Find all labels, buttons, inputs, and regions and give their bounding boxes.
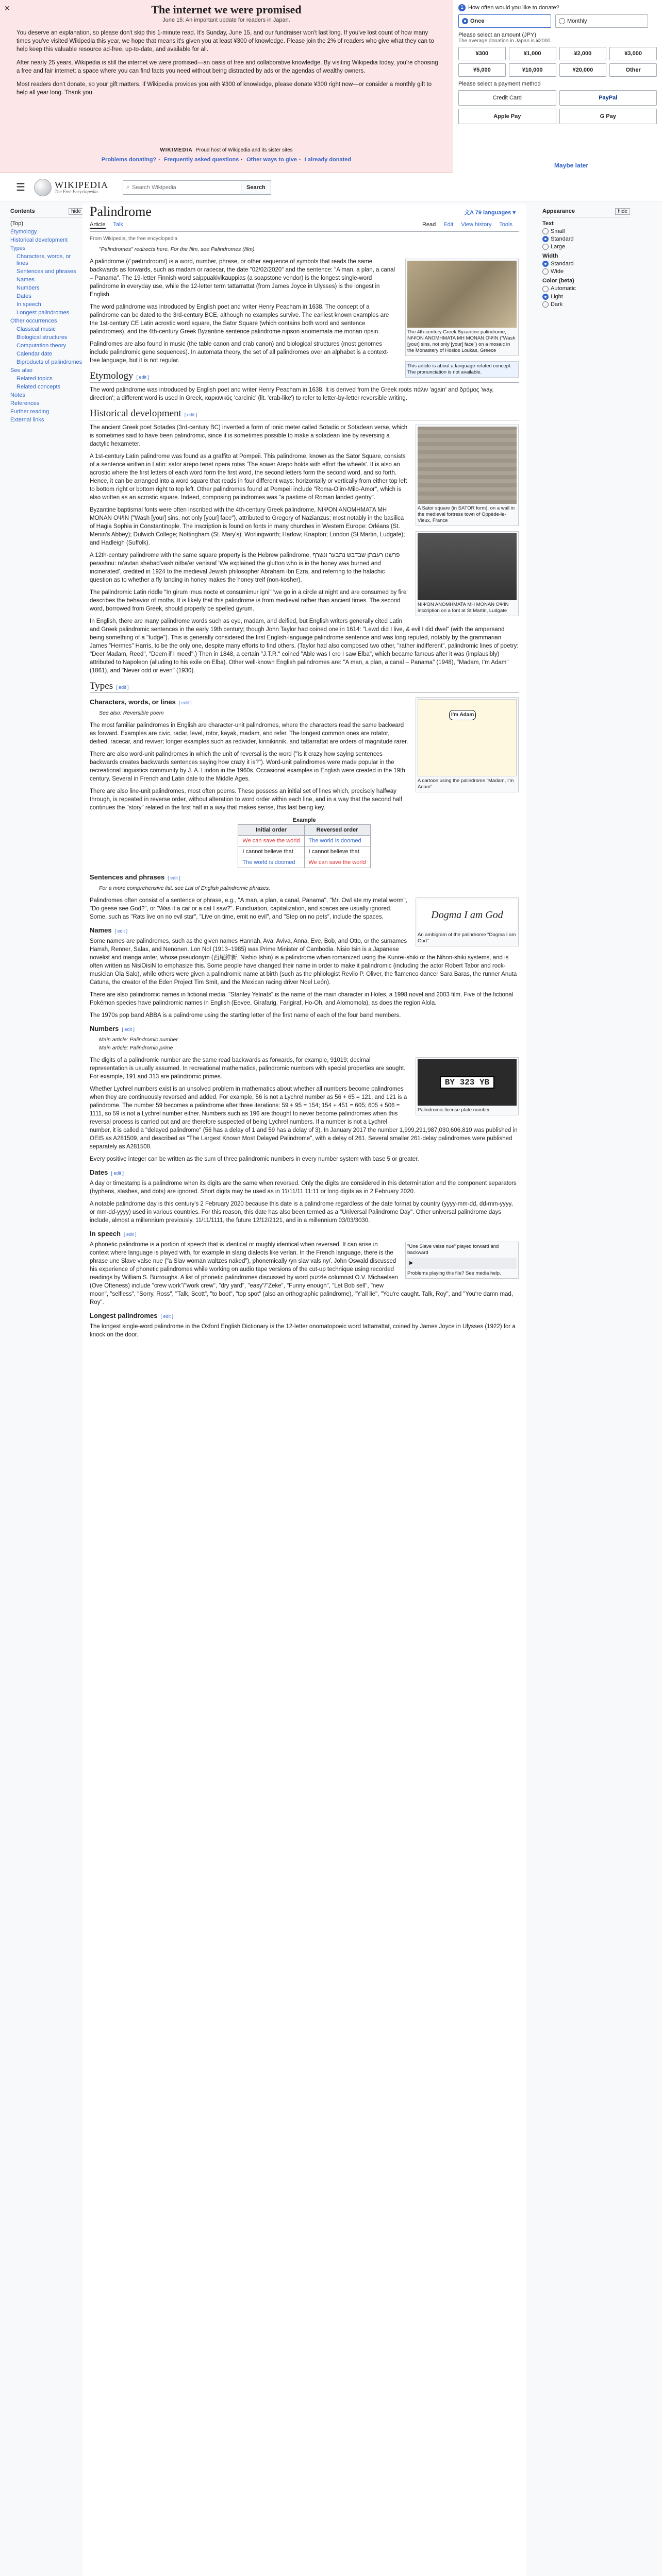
edit-section-link[interactable]: [ edit ]	[114, 928, 128, 934]
etymology-paragraph: The word palindrome was introduced by English poet and writer Henry Peacham in 1638. It is derived from the Greek roots πάλιν 'again' and δρόμος 'way, direction'; a different word is used in Greek, καρκινικός 'carcinic' (lit. 'crab-like') to refer to letter-by-letter reversible writing.	[90, 387, 494, 401]
table-header: Initial order	[238, 825, 304, 836]
dates-paragraph: A notable palindrome day is this century's 2 February 2020 because this date is a palindrome regardless of the date format by country (yyyy-mm-dd, dd-mm-yyyy, or mm-dd-yyyy) used in various countries. For this reason, this date has also been termed as a "Universal Palindrome Day". Other universal palindrome days include, almost a millennium previously, 11/11/1111, the future 12/12/2121, and in a millennium 03/03/3030.	[90, 1201, 513, 1224]
toc-item[interactable]: Biproducts of palindromes	[16, 359, 82, 365]
figure-font	[416, 531, 519, 616]
table-cell: We can save the world	[304, 857, 370, 868]
other-ways-link[interactable]: Other ways to give	[246, 157, 297, 163]
puzzle-globe-icon	[34, 179, 52, 196]
freq-monthly-option[interactable]	[555, 14, 648, 28]
option-label: Automatic	[551, 285, 576, 292]
banner-subline: June 15: An important update for readers in Japan.	[162, 17, 290, 23]
edit-section-link[interactable]: [ edit ]	[116, 685, 129, 690]
history-paragraph: The ancient Greek poet Sotades (3rd-century BC) invented a form of ionic meter called Sotadic or Sotadean verse, which is sometimes said to have been palindromic, since it is sometimes possible to make a sotadean line by reversing a dactylic hexameter.	[90, 425, 408, 447]
already-donated-link[interactable]: I already donated	[304, 157, 352, 163]
table-cell: We can save the world	[238, 836, 304, 846]
appearance-panel	[542, 208, 630, 311]
option-label: Small	[551, 228, 565, 234]
ambigram-image[interactable]: Dogma I am God	[418, 900, 517, 930]
radio-icon	[462, 18, 468, 24]
option-label: Wide	[551, 268, 564, 275]
cartoon-speech-bubble: I'm Adam	[449, 710, 476, 720]
history-heading-text: Historical development	[90, 408, 181, 419]
table-cell: I cannot believe that	[238, 846, 304, 857]
wikimedia-logo	[0, 147, 453, 153]
names-heading-text: Names	[90, 926, 112, 934]
edit-section-link[interactable]: [ edit ]	[136, 375, 149, 380]
figure-caption: NIΨON ANOMHMATA MH MONAN OΨIN inscription on a font at St Martin, Ludgate	[418, 602, 509, 614]
amount-option[interactable]: ¥3,000	[609, 47, 657, 60]
lead-paragraph: Palindromes are also found in music (the table canon and crab canon) and biological structures (most genomes include palindromic gene sequences). In automata theory, the set of all palindromes over an alphabet is a context-free language, but it is not regular.	[90, 341, 389, 364]
figure-caption: The 4th-century Greek Byzantine palindrome, NIΨON ANOMHMATA MH MONAN OΨIN ("Wash [your] sins, not only [your] face") on a mosaic in the Monastery of Hosios Loukas, Greece	[407, 329, 516, 353]
amount-option[interactable]: ¥5,000	[458, 63, 506, 77]
search-icon: ⌕	[126, 184, 130, 190]
radio-icon	[559, 18, 565, 24]
search-input[interactable]	[123, 180, 241, 195]
color-heading: Color (beta)	[542, 278, 574, 284]
numbers-heading-text: Numbers	[90, 1025, 119, 1032]
google-pay-button[interactable]: G Pay	[559, 109, 657, 124]
dates-paragraph: A day or timestamp is a palindrome when its digits are the same when reversed. Only the digits are considered in this determination and the component separators (hyphens, slashes, and dots) are ignored. Short digits may be used as in 11/11/11 11:11 or long digits as in 2 February 2020.	[90, 1180, 517, 1195]
example-table	[238, 816, 370, 868]
toc-item[interactable]: Classical music	[16, 326, 56, 332]
appearance-hide-button[interactable]: hide	[615, 208, 630, 215]
longest-heading-text: Longest palindromes	[90, 1312, 158, 1319]
numbers-paragraph: The digits of a palindromic number are the same read backwards as forwards, for example, 91019; decimal representation is usually assumed. In recreational mathematics, palindromic numbers with special properties are sought. For example, 191 and 313 are palindromic primes.	[90, 1057, 406, 1080]
figure-ambigram	[416, 897, 519, 946]
sentences-heading-text: Sentences and phrases	[90, 873, 165, 881]
radio-icon	[542, 268, 549, 275]
chars-paragraph: There are also line-unit palindromes, most often poems. These possess an initial set of lines which, precisely halfway through, is repeated in reverse order, without alteration to word order within each line, and in a way that the second half continues the "story" related in the first half in a way that makes sense, this last being key.	[90, 788, 403, 811]
figure-caption: A Sator square (in SATOR form), on a wall in the medieval fortress town of Oppède-le-Vieux, France	[418, 505, 515, 523]
toc-item[interactable]: Names	[16, 277, 35, 283]
history-paragraph: Byzantine baptismal fonts were often inscribed with the 4th-century Greek palindrome, NIΨON ANOMHMATA MH MONAN OΨIN ("Wash [your] sins, not only [your] face"), attributed to Gregory of Nazianzus; most notably in the basilica of Hagia Sophia in Constantinople. The inscription is found on fonts in many churches in Western Europe: Orléans (St. Menin's Abbey); Dulwich College; Nottingham (St. Mary's); Worlingworth; Harlow; Knapton; London (St Martin, Ludgate); and Hadleigh (Suffolk).	[90, 507, 405, 546]
chars-paragraph: There are also word-unit palindromes in which the unit of reversal is the word ("Is it crazy how saying sentences backwards creates backwards sentences saying how crazy it is?"). Word-unit palindromes were made popular in the recreational linguistics community by J. A. Lindon in the 1960s. Occasional examples in English were created in the 19th century. Several in French and Latin date to the Middle Ages.	[90, 751, 405, 782]
numbers-paragraph: Whether Lychrel numbers exist is an unsolved problem in mathematics about whether all numbers become palindromes when they are continuously reversed and added. For example, 56 is not a Lychrel number as 56 + 65 = 121, and 121 is a palindrome. The number 59 becomes a palindrome after three iterations: 59 + 95 = 154; 154 + 451 = 605; 605 + 506 = 1111, so 59 is not a Lychrel number either. Numbers such as 196 are thought to never become palindromes when this reversal process is carried out and are therefore suspected of being Lychrel numbers. If a number is not a Lychrel number, it is called a "delayed palindrome" (56 has a delay of 1 and 59 has a delay of 3). In January 2017 the number 1,999,291,987,030,606,810 was published in OEIS as A281509, and described as "The Largest Known Most Delayed Palindrome", with a delay of 261. Several smaller 261-delay palindromes were published separately as A281508.	[90, 1086, 518, 1150]
from-wikipedia: From Wikipedia, the free encyclopedia	[90, 236, 178, 242]
banner-links: Problems donating? · Frequently asked questions · Other ways to give · I already donated	[101, 157, 352, 163]
maybe-later-link[interactable]: Maybe later	[554, 162, 589, 169]
font-image[interactable]	[418, 533, 517, 600]
toc-item[interactable]: Sentences and phrases	[16, 268, 76, 275]
toc-item[interactable]: External links	[10, 417, 44, 423]
toc-item[interactable]: Numbers	[16, 285, 40, 291]
edit-section-link[interactable]: [ edit ]	[168, 875, 180, 880]
tab-tools[interactable]: Tools	[499, 222, 512, 228]
speech-paragraph: A phonetic palindrome is a portion of speech that is identical or roughly identical when reversed. It can arise in context where language is played with, for example in slang dialects like verlan. In the French language, there is the phrase une Slave valse nue ("a Slav woman waltzes naked"), phonemically /yn slav vals ny/. John Oswald discussed his experience of phonetic palindromes while working on audio tape versions of the cut-up technique using recorded readings by William S. Burroughs. A list of phonetic palindromes discussed by word puzzle columnist O.V. Michaelsen (Ove Ofteness) include "crew work"/"work crew", "dry yard", "easy"/"Zeke", "Funny enough", "Let Bob sell", "new moon", "selfless", "Sorry, Ross", "Talk, Scott", "to boot", "top spot" (also an orthographic palindrome), "Y'all lie", "You're caught. Talk, Roy", and "You're damn mad, Roy".	[90, 1242, 514, 1306]
paypal-button[interactable]: PayPal	[559, 90, 657, 106]
hatnote: Main article: Palindromic number	[99, 1037, 178, 1043]
history-paragraph: In English, there are many palindrome words such as eye, madam, and deified, but English writers generally cited Latin and Greek palindromic sentences in the early 19th century; though John Taylor had coined one in 1614: "Lewd did I live, & evil I did dwel" (with the ampersand being something of a "fudge"). This is generally considered the first English-language palindrome sentence and was long reputed, notably by the grammarian James "Hermes" Harris, to be the only one, despite many efforts to find others. (Taylor had also composed two other, "rather indifferent", palindromic lines of poetry: "Deer Madam, Reed", "Deem if I meed".) Then in 1848, a certain "J.T.R." coined "Able was I ere I saw Elba", which became famous after it was (implausibly) attributed to Napoleon (alluding to his exile on Elba). Other well-known English palindromes are: "A man, a plan, a canal – Panama" (1948), "Madam, I'm Adam" (1861), and "Never odd or even" (1930).	[90, 618, 519, 674]
text-option-large[interactable]	[542, 244, 630, 250]
toc-item[interactable]: Characters, words, or lines	[16, 253, 71, 266]
radio-icon	[542, 236, 549, 242]
amount-option[interactable]: ¥20,000	[559, 63, 607, 77]
toc-item[interactable]: Historical development	[10, 237, 68, 243]
problems-donating-link[interactable]: Problems donating?	[101, 157, 157, 163]
color-option-automatic[interactable]	[542, 285, 630, 292]
text-size-heading: Text	[542, 221, 554, 227]
toc-item[interactable]: Related concepts	[16, 384, 60, 390]
mosaic-image[interactable]	[407, 261, 517, 328]
toc-item[interactable]: Computation theory	[16, 343, 66, 349]
banner-body	[16, 29, 439, 102]
names-paragraph: The 1970s pop band ABBA is a palindrome using the starting letter of the first name of each of the four band members.	[90, 1012, 401, 1019]
figure-sator	[416, 425, 519, 526]
section-heading-history	[90, 410, 519, 420]
search-placeholder: Search Wikipedia	[132, 184, 176, 191]
toc-item[interactable]: Biological structures	[16, 334, 68, 341]
color-option-dark[interactable]	[542, 301, 630, 308]
figure-caption: A cartoon using the palindrome "Madam, I'm Adam"	[418, 778, 514, 790]
toc-item[interactable]: Longest palindromes	[16, 310, 70, 316]
toc-item[interactable]: See also	[10, 367, 32, 374]
subsection-heading-numbers	[90, 1025, 519, 1033]
table-cell: The world is doomed	[238, 857, 304, 868]
wikipedia-logo[interactable]	[34, 179, 108, 196]
wikimedia-tagline: Proud host of Wikipedia and its sister sites	[195, 147, 293, 153]
language-count: 79 languages	[475, 210, 511, 216]
toc-hide-button[interactable]: hide	[69, 208, 84, 215]
banner-paragraph: You deserve an explanation, so please don't skip this 1-minute read. It's Sunday, June 15, and our fundraiser won't last long. If you've lost count of how many times you've visited Wikipedia this year, we hope that means it's given you at least ¥300 of knowledge. Please join the 2% of readers who give what they can to help keep this valuable resource ad-free, up-to-date, and available for all.	[16, 30, 434, 53]
toc-item[interactable]: Types	[10, 245, 26, 251]
frequency-question: 1 How often would you like to donate?	[458, 4, 657, 11]
amount-option[interactable]: ¥300	[458, 47, 506, 60]
site-header	[0, 173, 662, 202]
option-label: Light	[551, 293, 563, 300]
option-label: Standard	[551, 261, 574, 267]
radio-icon	[542, 228, 549, 234]
sentences-paragraph: Palindromes often consist of a sentence or phrase, e.g., "A man, a plan, a canal, Panama", "Mr. Owl ate my metal worm", "Do geese see God?", or "Was it a car or a cat I saw?". Punctuation, capitalization, and spaces are usually ignored. Some, such as "Rats live on no evil star", "Live on time, emit no evil", and "Step on no pets", include the spaces.	[90, 897, 407, 920]
radio-icon	[542, 286, 549, 292]
banner-paragraph: Most readers don't donate, so your gift matters. If Wikipedia provides you with ¥300 of knowledge, please donate ¥300 right now—or consider a monthly gift to help all year long. Thank you.	[16, 81, 432, 96]
edit-section-link[interactable]: [ edit ]	[160, 1314, 173, 1319]
tab-read[interactable]: Read	[422, 222, 436, 228]
tab-view-history[interactable]: View history	[461, 222, 492, 228]
speech-heading-text: In speech	[90, 1230, 121, 1238]
amount-option[interactable]: ¥10,000	[509, 63, 556, 77]
logo-wordmark: WIKIPEDIA	[55, 180, 108, 190]
lead-paragraph: A palindrome (/ˈpælɪndroʊm/) is a word, number, phrase, or other sequence of symbols that reads the same backwards as forwards, such as madam or racecar, the date "02/02/2020" and the sentence: "A man, a plan, a canal – Panama". The 19-letter Finnish word saippuakivikauppias (a soapstone vendor) is the longest single-word palindrome in everyday use, while the 12-letter term tattarrattat (from James Joyce in Ulysses) is the longest in English.	[90, 259, 395, 298]
width-option-standard[interactable]	[542, 261, 630, 267]
tab-talk[interactable]: Talk	[113, 222, 123, 228]
tab-article[interactable]: Article	[90, 222, 106, 228]
subsection-heading-dates	[90, 1168, 519, 1177]
etymology-heading-text: Etymology	[90, 370, 134, 381]
appearance-title: Appearance	[542, 208, 575, 214]
table-caption: Example	[292, 817, 316, 823]
hatnote: "Palindromes" redirects here. For the film, see Palindromes (film).	[99, 246, 256, 252]
freq-once-option[interactable]	[458, 14, 551, 28]
toc-item[interactable]: Other occurrences	[10, 318, 57, 324]
close-icon[interactable]: ✕	[4, 4, 10, 12]
names-paragraph: There are also palindromic names in fictional media. "Stanley Yelnats" is the name of the main character in Holes, a 1998 novel and 2003 film. Five of the fictional Pokémon species have palindromic names in English (Eevee, Girafarig, Farigiraf, Ho-Oh, and Alomomola), as does the region Alola.	[90, 992, 514, 1006]
edit-section-link[interactable]: [ edit ]	[122, 1027, 135, 1032]
payment-method-label: Please select a payment method	[458, 81, 541, 88]
option-label: Dark	[551, 301, 563, 308]
figure-caption: An ambigram of the palindrome "Dogma I am God"	[418, 932, 516, 944]
table-cell: The world is doomed	[304, 836, 370, 846]
audio-help: Problems playing this file? See media help.	[407, 1270, 501, 1276]
wikimedia-wordmark: WIKIMEDIA	[160, 147, 193, 153]
lead-paragraph: The word palindrome was introduced by English poet and writer Henry Peacham in 1638. The concept of a palindrome can be dated to the 3rd-century BCE, although no examples survive. The earliest known examples are the 1st-century CE Latin acrostic word square, the Sator Square (which contains both word and sentence palindromes), and the 4th-century Greek Byzantine sentence palindrome nipson anomemata me monan opsin.	[90, 304, 389, 335]
types-heading-text: Types	[90, 681, 113, 691]
edit-section-link[interactable]: [ edit ]	[111, 1171, 124, 1176]
radio-icon	[542, 294, 549, 300]
option-label: Large	[551, 244, 566, 250]
audio-box	[405, 361, 519, 378]
section-heading-types	[90, 682, 519, 693]
freq-once-label: Once	[470, 18, 485, 24]
logo-tagline: The Free Encyclopedia	[55, 189, 98, 194]
subsection-heading-speech	[90, 1230, 519, 1239]
apple-pay-button[interactable]: Apple Pay	[458, 109, 556, 124]
main-menu-icon[interactable]: ☰	[16, 182, 25, 193]
toc-item[interactable]: References	[10, 400, 40, 406]
page-tabs	[90, 222, 519, 232]
donate-panel	[453, 0, 662, 173]
play-icon[interactable]: ▶	[409, 1260, 413, 1266]
language-button[interactable]: 文A 79 languages ▾	[464, 210, 516, 216]
numbers-paragraph: Every positive integer can be written as the sum of three palindromic numbers in every number system with base 5 or greater.	[90, 1156, 419, 1162]
names-paragraph: Some names are palindromes, such as the given names Hannah, Ava, Aviva, Anna, Eve, Bob, and Otto, or the surnames Harrah, Renner, Salas, and Nenonen. Lon Nol (1913–1985) was Prime Minister of Cambodia. Nisio Isin is a Japanese novelist and manga writer, whose pseudonym (西尾維新, Nishio Ishin) is a palindrome when romanized using the Kunrei-shiki or the Nihon-shiki systems, and is often written as NisiOisiN to emphasize this. Some people have changed their name in order to make it palindromic (including the actor Robert Tabor and rock-musician Ola Salo), while others were given a palindromic name at birth (such as the philologist Revilo P. Oliver, the flamenco dancer Sara Baras, the runner Anuta Catuna, the creator of the Eden Project Tim Smit, and the Mexican racing driver Noel León).	[90, 938, 517, 986]
history-paragraph: A 1st-century Latin palindrome was found as a graffito at Pompeii. This palindrome, known as the Sator Square, consists of a sentence written in Latin: sator arepo tenet opera rotas 'The sower Arepo holds with effort the wheels'. It is also an acrostic where the first letters of each word form the first word, the second letters form the second word, and so forth. Hence, it can be arranged into a word square that reads in four different ways: horizontally or vertically from either top left to bottom right or bottom right to top left. Other palindromes found at Pompeii include "Roma-Olim-Milo-Amor", which is also written as an acrostic square. Indeed, composing palindromes was "a pastime of Roman landed gentry".	[90, 453, 407, 501]
toc-item[interactable]: Further reading	[10, 409, 49, 415]
amount-option[interactable]: ¥2,000	[559, 47, 607, 60]
amount-label: Please select an amount (JPY)	[458, 32, 537, 39]
toc-item[interactable]: In speech	[16, 301, 41, 308]
subsection-heading-sentences	[90, 873, 519, 882]
color-option-light[interactable]	[542, 294, 630, 300]
search-button[interactable]: Search	[241, 180, 271, 195]
radio-icon	[542, 301, 549, 308]
toc-item[interactable]: (Top)	[10, 221, 24, 227]
tab-edit[interactable]: Edit	[443, 222, 454, 228]
banner-paragraph: After nearly 25 years, Wikipedia is still the internet we were promised—an oasis of free and collaborative knowledge. By visiting Wikipedia today, you're choosing a free and fair internet: a space where you can find facts you need without being distracted by ads or the agendas of wealthy owners.	[16, 60, 438, 74]
toc-item[interactable]: Related topics	[16, 376, 53, 382]
subsection-heading-longest	[90, 1312, 519, 1320]
edit-section-link[interactable]: [ edit ]	[178, 700, 192, 705]
figure-mosaic	[405, 259, 519, 356]
hatnote: For a more comprehensive list, see List of English palindromic phrases.	[99, 885, 271, 891]
fundraising-banner	[0, 0, 453, 173]
toc-item[interactable]: Etymology	[10, 229, 37, 235]
frequency-question-text: How often would you like to donate?	[468, 5, 559, 11]
edit-section-link[interactable]: [ edit ]	[184, 412, 197, 417]
article-main	[82, 204, 526, 2576]
text-option-standard[interactable]	[542, 236, 630, 242]
plate-image[interactable]	[418, 1059, 517, 1106]
audio-player	[405, 1242, 519, 1279]
freq-monthly-label: Monthly	[567, 18, 587, 24]
width-heading: Width	[542, 253, 558, 260]
credit-card-button[interactable]: Credit Card	[458, 90, 556, 106]
chars-heading-text: Characters, words, or lines	[90, 698, 176, 706]
audio-note: This article is about a language-related concept. The pronunciation is not available.	[407, 363, 512, 375]
edit-section-link[interactable]: [ edit ]	[123, 1232, 137, 1237]
toc-item[interactable]: Dates	[16, 293, 31, 299]
audio-controls[interactable]	[407, 1258, 517, 1269]
figure-plate	[416, 1057, 519, 1115]
width-option-wide[interactable]	[542, 268, 630, 275]
banner-headline: The internet we were promised	[151, 3, 302, 16]
text-option-small[interactable]	[542, 228, 630, 234]
radio-icon	[542, 244, 549, 250]
page-title: Palindrome	[90, 204, 152, 219]
figure-caption: Palindromic license plate number	[418, 1107, 490, 1113]
hatnote: Main article: Palindromic prime	[99, 1045, 173, 1051]
dates-heading-text: Dates	[90, 1168, 108, 1176]
toc-item[interactable]: Calendar date	[16, 351, 53, 357]
cartoon-image[interactable]	[418, 699, 517, 776]
faq-link[interactable]: Frequently asked questions	[163, 157, 239, 163]
article-content	[90, 235, 519, 1343]
toc-item[interactable]: Notes	[10, 392, 25, 398]
table-header: Reversed order	[304, 825, 370, 836]
audio-caption: "Une Slave valse nue" played forward and backward	[407, 1244, 499, 1256]
license-plate: BY 323 YB	[440, 1076, 494, 1089]
toc-title: Contents	[10, 208, 35, 214]
sator-image[interactable]	[418, 427, 517, 504]
figure-cartoon	[416, 697, 519, 792]
table-cell: I cannot believe that	[304, 846, 370, 857]
history-paragraph: A 12th-century palindrome with the same square property is the Hebrew palindrome, פרשנו רעבתן שבדבש נתבער ונשרף perashnu: ra'avtan shebad'vash nitba'er venisraf 'We explained the glutton who is in the honey was burned and incinerated', credited in 1924 to the medieval Jewish philosopher Abraham ibn Ezra, and referring to the halachic question as to whether a fly landing in honey makes the honey treif (non-kosher).	[90, 552, 400, 583]
hatnote: See also: Reversible poem	[99, 710, 164, 716]
chars-paragraph: The most familiar palindromes in English are character-unit palindromes, where the characters read the same backward as forward. Examples are civic, radar, level, rotor, kayak, madam, and refer. The longest common ones are rotator, deified, racecar, and reviver; longer examples such as redivider, kinnikinnik, and tattarrattat are orders of magnitude rarer.	[90, 722, 408, 745]
history-paragraph: The palindromic Latin riddle "In girum imus nocte et consumimur igni" 'we go in a circle at night and are consumed by fire' describes the behavior of moths. It is likely that this palindrome is from medieval rather than ancient times. The second word, borrowed from Greek, should properly be spelled gyrum.	[90, 589, 408, 612]
option-label: Standard	[551, 236, 574, 243]
amount-option[interactable]: ¥1,000	[509, 47, 556, 60]
amount-other-input[interactable]: Other	[609, 63, 657, 77]
translate-icon: 文A	[464, 210, 475, 216]
longest-paragraph: The longest single-word palindrome in the Oxford English Dictionary is the 12-letter onomatopoeic word tattarrattat, coined by James Joyce in Ulysses (1922) for a knock on the door.	[90, 1324, 516, 1338]
table-of-contents	[10, 208, 84, 425]
radio-icon	[542, 261, 549, 267]
amount-note: The average donation in Japan is ¥2000.	[458, 38, 552, 44]
